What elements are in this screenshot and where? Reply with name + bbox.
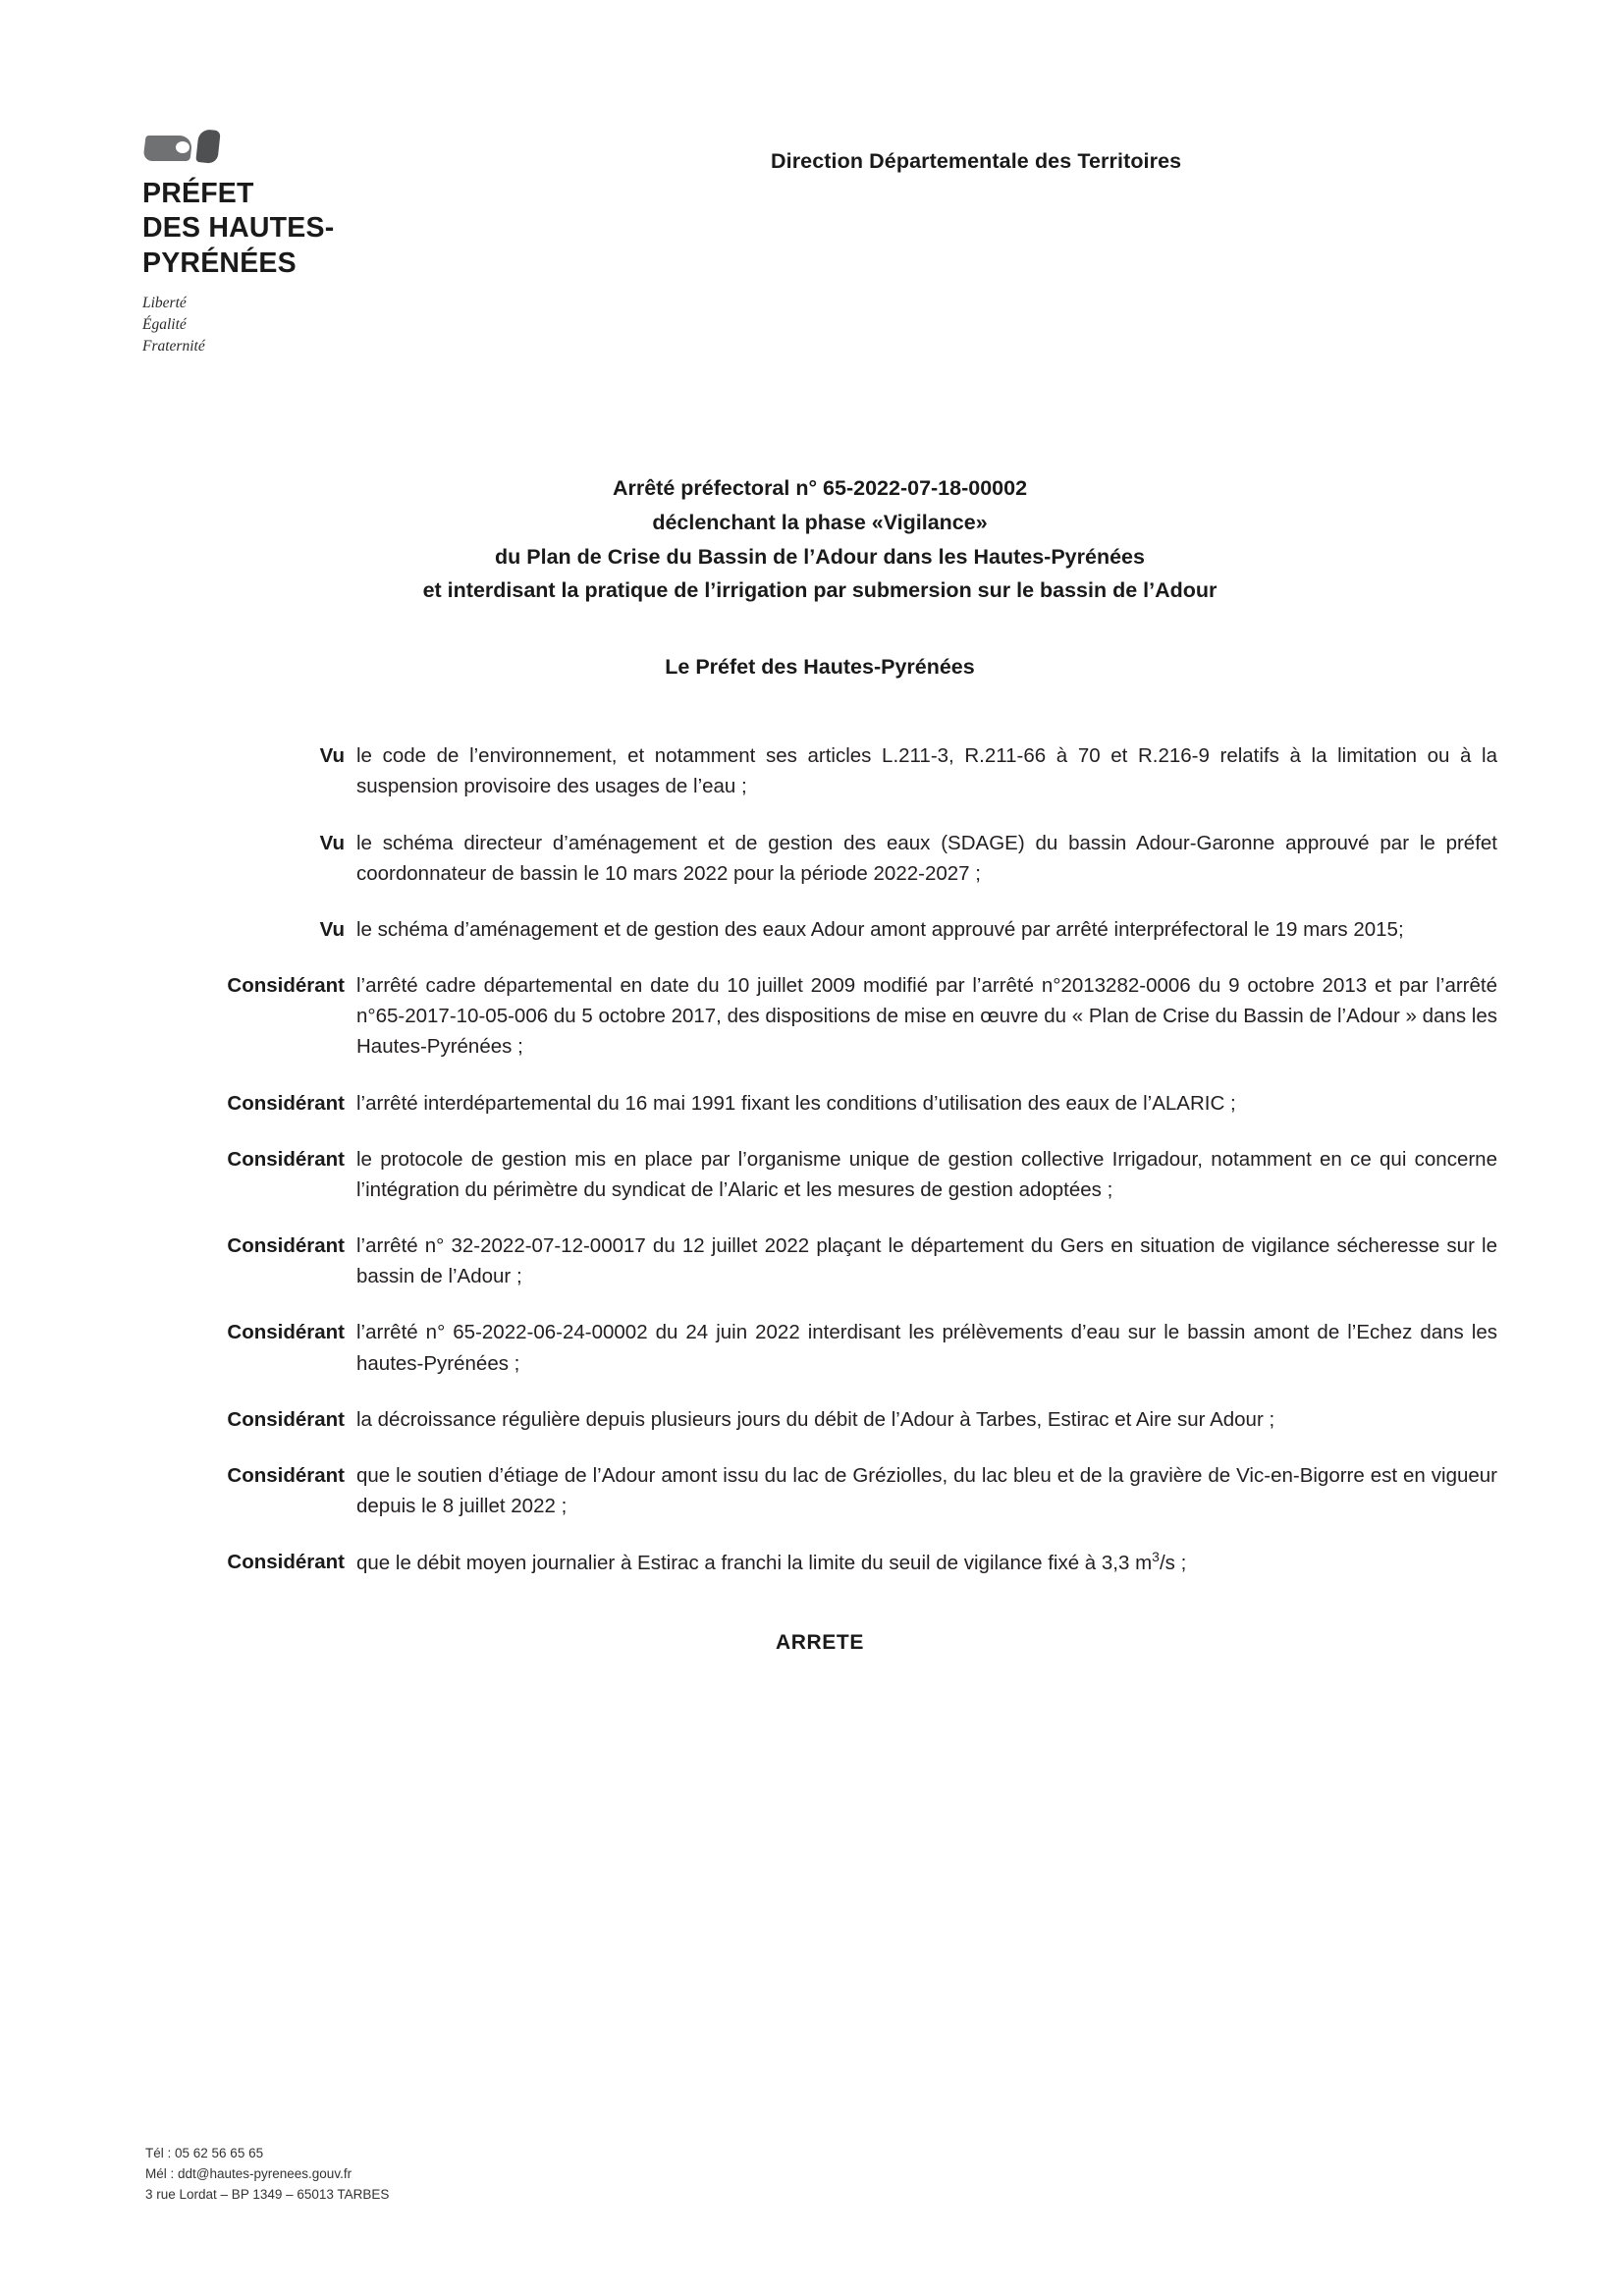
- footer-address: 3 rue Lordat – BP 1349 – 65013 TARBES: [145, 2187, 390, 2203]
- document-body: [142, 471, 1497, 1655]
- clause-label: Considérant: [227, 1147, 345, 1171]
- marianne-logo-icon: [142, 128, 250, 167]
- clause-item: [142, 740, 1497, 801]
- clause-label: Considérant: [227, 1321, 345, 1344]
- document-title-line-1: Arrêté préfectoral n° 65-2022-07-18-00002: [612, 476, 1028, 500]
- document-title: [142, 471, 1497, 608]
- clause-text: que le soutien d’étiage de l’Adour amont issu du lac de Gréziolles, du lac bleu et de la gravière de Vic-en-Bigorre est en vigueur depuis le 8 juillet 2022 ;: [356, 1463, 1497, 1517]
- clause-item: [142, 970, 1497, 1062]
- footer-email: Mél : ddt@hautes-pyrenees.gouv.fr: [145, 2166, 352, 2182]
- clause-item: [142, 1088, 1497, 1119]
- motto-line-2: Égalité: [142, 315, 187, 333]
- clause-text: le protocole de gestion mis en place par l’organisme unique de gestion collective Irrigadour, notamment en ce qui concerne l’intégration du périmètre du syndicat de l’Alaric et les mesures de gestion adoptées ;: [356, 1147, 1497, 1201]
- clause-text: l’arrêté interdépartemental du 16 mai 1991 fixant les conditions d’utilisation des eaux de l’ALARIC ;: [356, 1091, 1236, 1115]
- document-header: [142, 128, 1496, 403]
- clause-item: [142, 1144, 1497, 1205]
- clause-label: Considérant: [227, 1551, 345, 1574]
- clause-text: l’arrêté n° 65-2022-06-24-00002 du 24 juin 2022 interdisant les prélèvements d’eau sur le bassin amont de l’Echez dans les hautes-Pyrénées ;: [356, 1321, 1497, 1375]
- clause-list: [142, 740, 1497, 1578]
- issuing-department: Direction Départementale des Territoires: [771, 149, 1182, 173]
- document-footer: [145, 2144, 389, 2206]
- clause-item: [142, 828, 1497, 889]
- clause-label: Considérant: [227, 1091, 345, 1115]
- clause-text: le schéma directeur d’aménagement et de gestion des eaux (SDAGE) du bassin Adour-Garonne approuvé par le préfet coordonnateur de bassin le 10 mars 2022 pour la période 2022-2027 ;: [356, 831, 1497, 885]
- decision-heading: ARRETE: [776, 1631, 864, 1655]
- clause-item: [142, 1404, 1497, 1435]
- clause-label: Vu: [319, 917, 345, 941]
- clause-text: le code de l’environnement, et notamment ses articles L.211-3, R.211-66 à 70 et R.216-9 relatifs à la limitation ou à la suspension provisoire des usages de l’eau ;: [356, 744, 1497, 798]
- prefecture-title-line-2: DES HAUTES-: [142, 212, 335, 245]
- document-title-line-4: et interdisant la pratique de l’irrigation par submersion sur le bassin de l’Adour: [422, 578, 1218, 603]
- clause-label: Considérant: [227, 1463, 345, 1487]
- prefecture-title: [142, 177, 515, 281]
- motto-line-3: Fraternité: [142, 337, 205, 355]
- clause-item: [142, 1230, 1497, 1291]
- clause-item: [142, 1317, 1497, 1378]
- clause-text: le schéma d’aménagement et de gestion des eaux Adour amont approuvé par arrêté interpréfectoral le 19 mars 2015;: [356, 917, 1404, 941]
- clause-item: [142, 1460, 1497, 1521]
- clause-item: [142, 1547, 1497, 1578]
- clause-label: Vu: [319, 744, 345, 768]
- motto-line-1: Liberté: [142, 294, 187, 311]
- clause-item: [142, 914, 1497, 945]
- clause-label: Considérant: [227, 974, 345, 998]
- prefecture-title-line-3: PYRÉNÉES: [142, 246, 297, 279]
- prefecture-block: [142, 128, 515, 357]
- clause-text: l’arrêté n° 32-2022-07-12-00017 du 12 juillet 2022 plaçant le département du Gers en situation de vigilance sécheresse sur le bassin de l’Adour ;: [356, 1234, 1497, 1288]
- clause-text: l’arrêté cadre départemental en date du 10 juillet 2009 modifié par l’arrêté n°2013282-0006 du 9 octobre 2013 et par l’arrêté n°65-2017-10-05-006 du 5 octobre 2017, des dispositions de mise en œuvre du « Plan de Crise du Bassin de l’Adour » dans les Hautes-Pyrénées ;: [356, 974, 1497, 1059]
- document-subject: Le Préfet des Hautes-Pyrénées: [665, 655, 975, 680]
- clause-text-part-1: que le débit moyen journalier à Estirac a franchi la limite du seuil de vigilance fixé à 3,3 m: [356, 1551, 1153, 1574]
- clause-text-superscript: 3: [1152, 1549, 1160, 1565]
- republic-motto: [142, 293, 515, 357]
- document-title-line-3: du Plan de Crise du Bassin de l’Adour dans les Hautes-Pyrénées: [495, 544, 1145, 569]
- prefecture-title-line-1: PRÉFET: [142, 178, 254, 209]
- clause-text-part-2: /s ;: [1159, 1551, 1187, 1574]
- document-title-line-2: déclenchant la phase «Vigilance»: [652, 510, 988, 534]
- clause-label: Considérant: [227, 1234, 345, 1258]
- footer-phone: Tél : 05 62 56 65 65: [145, 2146, 264, 2161]
- clause-label: Considérant: [227, 1407, 345, 1431]
- clause-label: Vu: [319, 831, 345, 854]
- clause-text: la décroissance régulière depuis plusieurs jours du débit de l’Adour à Tarbes, Estirac et Aire sur Adour ;: [356, 1407, 1275, 1431]
- clause-text: [356, 1547, 1497, 1578]
